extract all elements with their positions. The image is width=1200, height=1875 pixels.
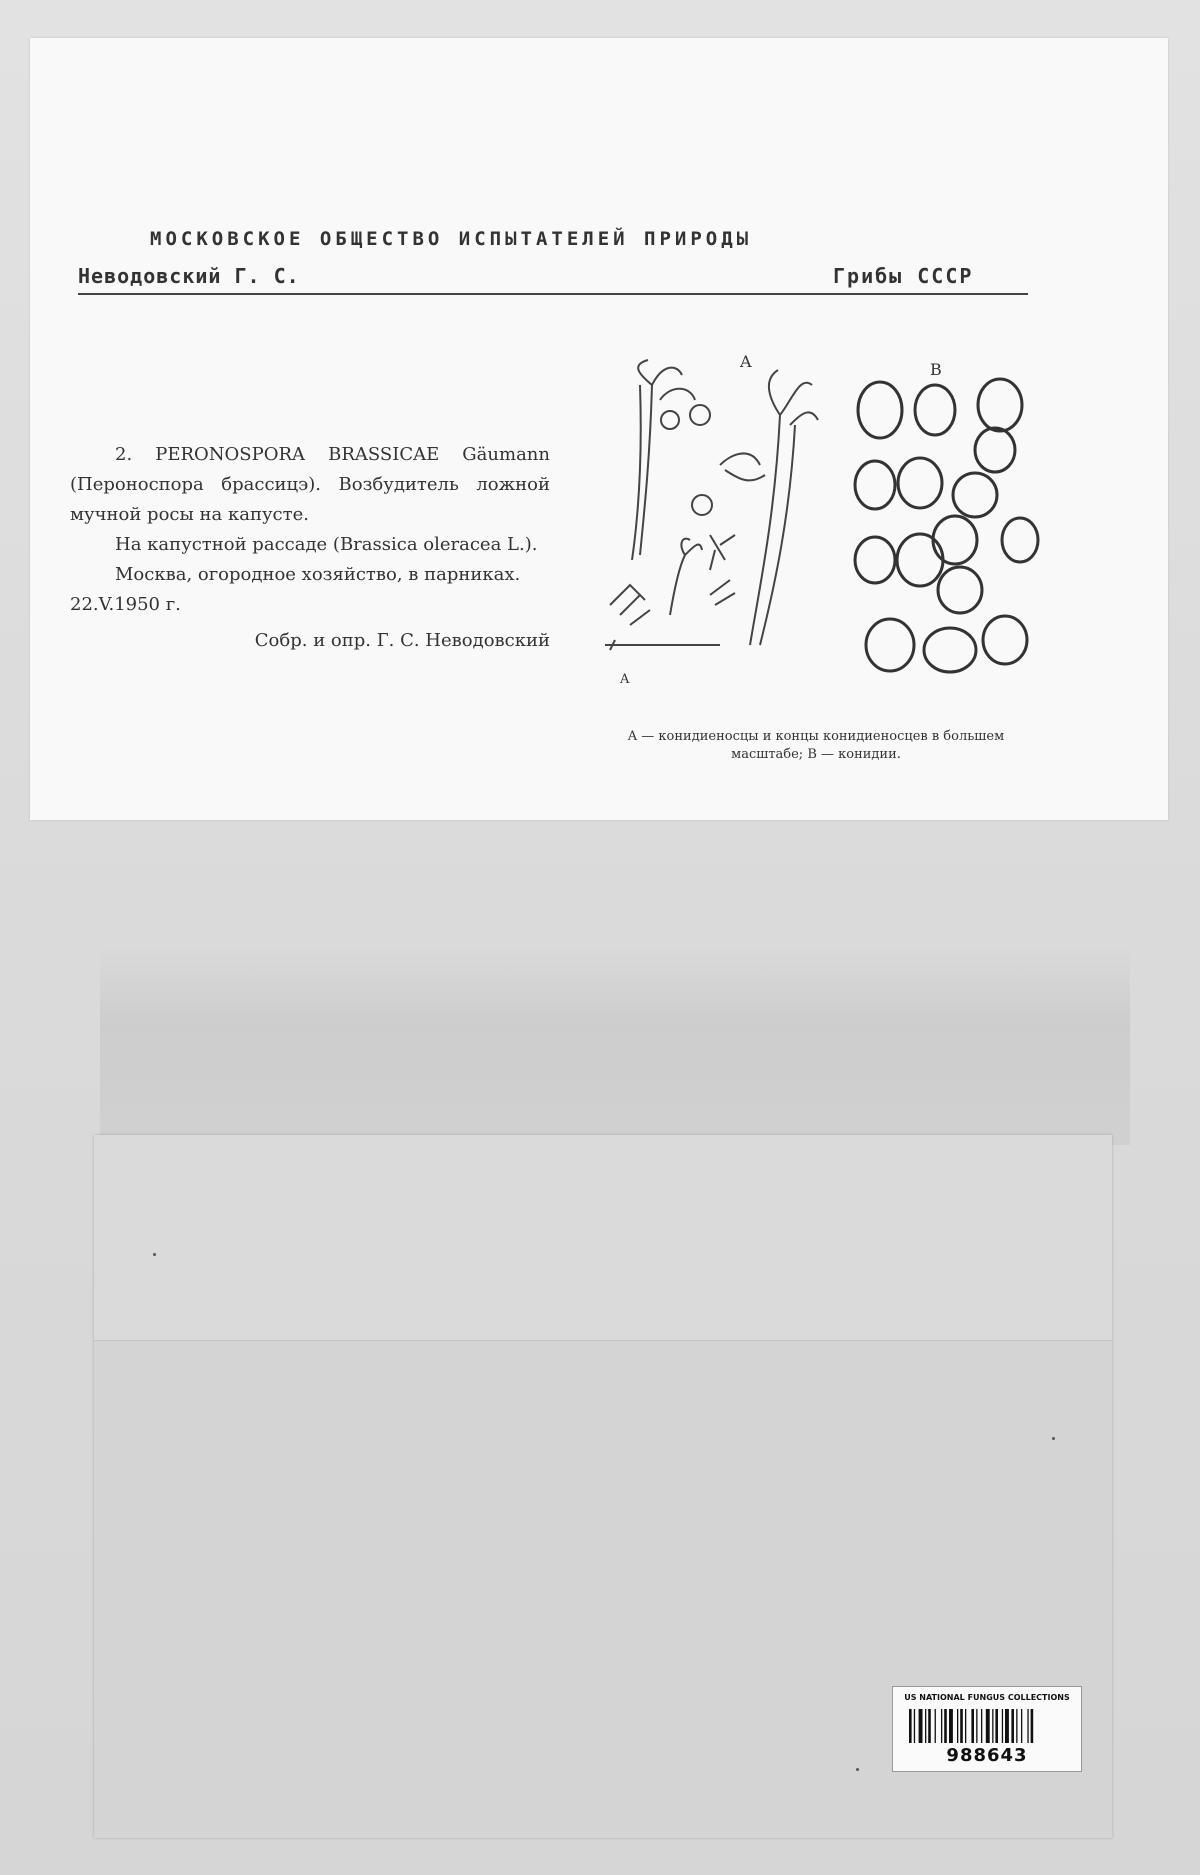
conidiophores-sketch	[605, 360, 818, 650]
label-author: Неводовский Г. С.	[78, 264, 300, 288]
paper-speck	[153, 1253, 156, 1256]
locality-line: Москва, огородное хозяйство, в парниках.	[115, 564, 521, 585]
barcode-icon	[909, 1709, 1065, 1743]
conidia-sketch	[855, 379, 1038, 672]
barcode-org: US NATIONAL FUNGUS COLLECTIONS	[904, 1693, 1070, 1702]
label-series: Грибы СССР	[833, 264, 974, 288]
collection-date: 22.V.1950 г.	[70, 594, 181, 615]
envelope-flap	[94, 1135, 1112, 1341]
figure-label-a-small: A	[620, 672, 630, 687]
collector-line: Собр. и опр. Г. С. Неводовский	[254, 630, 550, 651]
fold-shadow	[100, 945, 1130, 1145]
conidiophore-drawing	[590, 345, 1040, 705]
species-title: 2. PERONOSPORA BRASSICAE Gäumann (Пероноспора брассицэ). Возбудитель ложной мучной росы на капусте.	[70, 444, 550, 525]
paper-speck	[1052, 1437, 1055, 1440]
barcode-number: 988643	[946, 1745, 1028, 1766]
header-rule	[78, 293, 1028, 295]
specimen-text	[70, 440, 550, 656]
figure-label-b: B	[930, 360, 942, 379]
society-heading: МОСКОВСКОЕ ОБЩЕСТВО ИСПЫТАТЕЛЕЙ ПРИРОДЫ	[150, 228, 753, 250]
paper-speck	[856, 1768, 859, 1771]
host-line: На капустной рассаде (Brassica oleracea L.).	[115, 534, 538, 555]
figure-label-a: A	[740, 352, 752, 371]
figure-caption: A — конидиеносцы и концы конидиеносцев в большем масштабе; B — конидии.	[627, 729, 1005, 762]
barcode-label	[892, 1686, 1082, 1772]
